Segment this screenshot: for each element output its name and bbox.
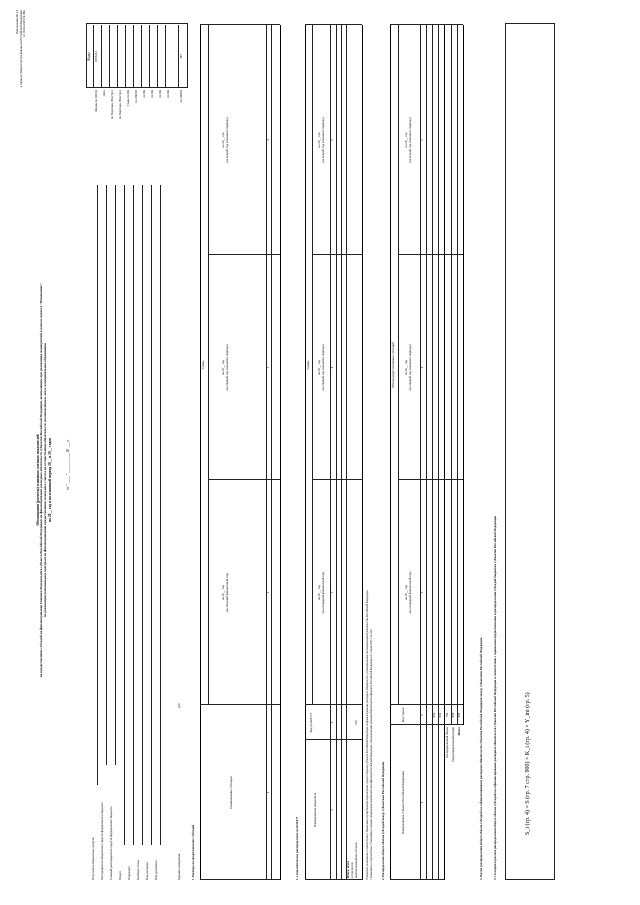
section2-sum-header: Объем предоставляемых субсидий [390,342,395,388]
section3-sub: 3.1 Алгоритм расчета распределения общего объема субсидий на софинансирование расходных обязательств субъектов Российской Федерации в соответствии с правилами предоставления и распределения субсидий бюджетам субъектов Российской Федерации [493,515,497,880]
section2-col-name: Наименование субъекта Российской Федерации [401,771,405,834]
codes-header: Коды [87,52,91,61]
section2-num4: 4 [419,366,424,369]
section11-year3-l2: (на второй год планового периода) [320,117,325,163]
section11-year1-l2: (на очередной финансовый год) [320,571,325,614]
section2-year3 [405,25,412,255]
title-date: от " ____ " ___________ 20 ___ г. [66,439,70,490]
section1-year2 [222,255,229,480]
section1-year1-l1: на 20__ год [221,585,225,600]
section2-year1-l2: (на очередной финансовый год) [407,571,412,614]
section1-sum-header: Сумма [201,360,205,370]
section2-code-001: 001 [432,712,436,718]
section1-col-name: Наименование субсидии [229,776,233,809]
section11-title: 1.1 Аналитическое распределение по КОСГУ [295,816,299,880]
section1-num2: 2 [265,591,270,594]
section11-unused: неиспользованные остатки [354,842,358,878]
field-distributor: Распорядитель бюджетных средств федерального бюджета [100,802,104,880]
appendix-line3: от 30.06.2015 № 98н [22,10,27,37]
section2-num3: 3 [419,591,424,594]
codes-label-bk4: по БК [166,90,170,98]
section11-incl: в том числе: [350,861,354,878]
field-main-distributor: Главный распорядитель средств федерального бюджета [109,806,113,880]
page-title [36,155,52,805]
section2-title: 2. Распределение общего объема субсидий между субъектами Российской Федерации [381,761,385,880]
section2-code-002: 002 [438,712,442,718]
section11-num2: 2 [329,721,334,724]
appendix-block [16,10,27,87]
section2-year1 [405,480,412,705]
title-line1: Обоснования (расчеты) плановых сметных показателей [36,434,40,526]
section1-num3: 3 [265,366,270,369]
section11-year2-l2: (на первый год планового периода) [320,344,325,391]
section1-year1-l2: (на текущий финансовый год) [224,572,229,613]
section2-year2 [405,255,412,480]
section11-footnote2: ² Заполняется в соответствии с Указаниями о порядке применения бюджетной классификации Российской Федерации, утвержденными приказом Министерства финансов Российской Федерации от 1 июля 2013 г. № 65н. [370,628,373,880]
section11-col-code: Код по КОСГУ [309,712,313,733]
section11-num3: 3 [329,591,334,594]
section1-num1: 1 [265,791,270,794]
section11-year1-l1: на 20__ год [317,585,321,600]
codes-label-okpo: по ОКПО [134,90,138,103]
section2-year3-l1: на 20__ год [404,132,408,148]
section11-footnote1: ¹ Подлежит заполнению в соответствии с Правилами осуществления перечисления средств бюджета субъекта Российской Федерации на финансирование расходных обязательств, установленными постановлением Правительства Российской Федерации. [366,589,369,880]
title-line2: на предоставление субсидий на финансирование Главного Федерального субъекта Российской Федерации на финансирование расходных обязательств субъектов Российской Федерации, возникающих при реализации мероприятий в рамках проекта "Пенсионное", [39,282,44,678]
codes-label-bk1: по БК [142,90,146,98]
section11-year1 [318,480,325,705]
section2-num2: 2 [419,714,424,716]
section11-col-name: Наименование показателя [313,792,317,828]
codes-value-okei: 383 [179,54,183,59]
field-recipient: Получатель бюджетных средств [91,837,95,880]
field-expense-type: Вид расходов [145,862,149,880]
section1-year1 [222,480,229,705]
section2-year1-l1: на 20__ год [404,585,408,600]
section2-code-700: 700 [444,712,449,718]
section11-num5: 5 [329,139,334,141]
section11-total: Итого, всего [346,860,350,878]
section11-num1: 1 [329,809,334,811]
codes-value-okud: 0505212 [94,51,98,62]
section11-code-251: 251 [354,720,358,725]
section2-year2-l2: (на первый год планового периода) [407,344,412,391]
codes-label-reestr1: по Перечню (Реестру) [110,90,114,120]
appendix-line1: Приложение № 11 [15,10,19,35]
section2-code-800: 800 [451,712,455,718]
section2-year3-l2: (на второй год планового периода) [407,117,412,163]
section1-title: 1. Расходы на предоставление субсидий [191,824,195,880]
section2-year2-l1: на 20__ год [404,360,408,375]
section1-year2-l1: на 20__ год [221,360,225,375]
section1-year3-l2: (на второй год планового периода) [224,117,229,163]
section2-total-reserve: Нераспределенный резерв [451,727,455,762]
section1-year3-l1: на 20__ год [221,132,225,148]
section1-year3 [222,25,229,255]
section11-year3 [318,25,325,255]
field-section: Раздел [118,871,122,880]
section3-title: 3. Расчет распределения общего объема субсидий на софинансирование расходных обязательств субъектов Российской Федерации между субъектами Российской Федерации [479,637,483,880]
section2-num5: 5 [419,139,424,141]
codes-label-okei: по ОКЕИ [179,90,183,103]
section11-year3-l1: на 20__ год [317,132,321,148]
appendix-line2: к приказу Министерства финансов Российской Федерации [18,10,23,88]
section11-year2-l1: на 20__ год [317,360,321,375]
section2-num1: 1 [419,801,424,804]
field-subsection: Подраздел [127,866,131,880]
title-line4: на 20__ год и на плановый период 20__ и 20__ годов [47,438,52,522]
formula-text: S_i (гр. 4) = S (гр. 7 стр. 900) × K_i (гр. 4) × Y_ini (гр. 5) [525,692,531,835]
field-target: Целевая статья [136,860,140,880]
section11-year2 [318,255,325,480]
section2-col-code: Код строки [401,707,405,723]
section11-sum-header: Сумма [305,360,310,370]
codes-label-glava: Глава по БК [126,90,130,106]
codes-label-bk2: по БК [150,90,154,98]
title-line3: по реализации региональных программ по финансированию предоставления земельного участка на осуществление обязательств уполномоченных лиц в муниципальном образовании [42,342,47,618]
section1-num4: 4 [265,139,270,141]
section2-total: Итого [457,727,461,736]
section2-code-900: 900 [457,712,461,718]
section1-year2-l2: (на первый год планового периода) [224,344,229,391]
field-document-type: Вид документа [154,860,158,880]
section2-total-distributed: Распределенный объем [444,727,449,758]
codes-label-date: Дата [102,90,106,97]
section11-num4: 4 [329,366,334,369]
codes-label-okud: Форма по ОКУД [94,90,98,112]
unit-value: руб [177,703,181,708]
unit-label: Единица измерения: [177,853,181,880]
codes-label-reestr2: по Перечню (Реестру) [118,90,122,120]
codes-label-bk3: по БК [158,90,162,98]
